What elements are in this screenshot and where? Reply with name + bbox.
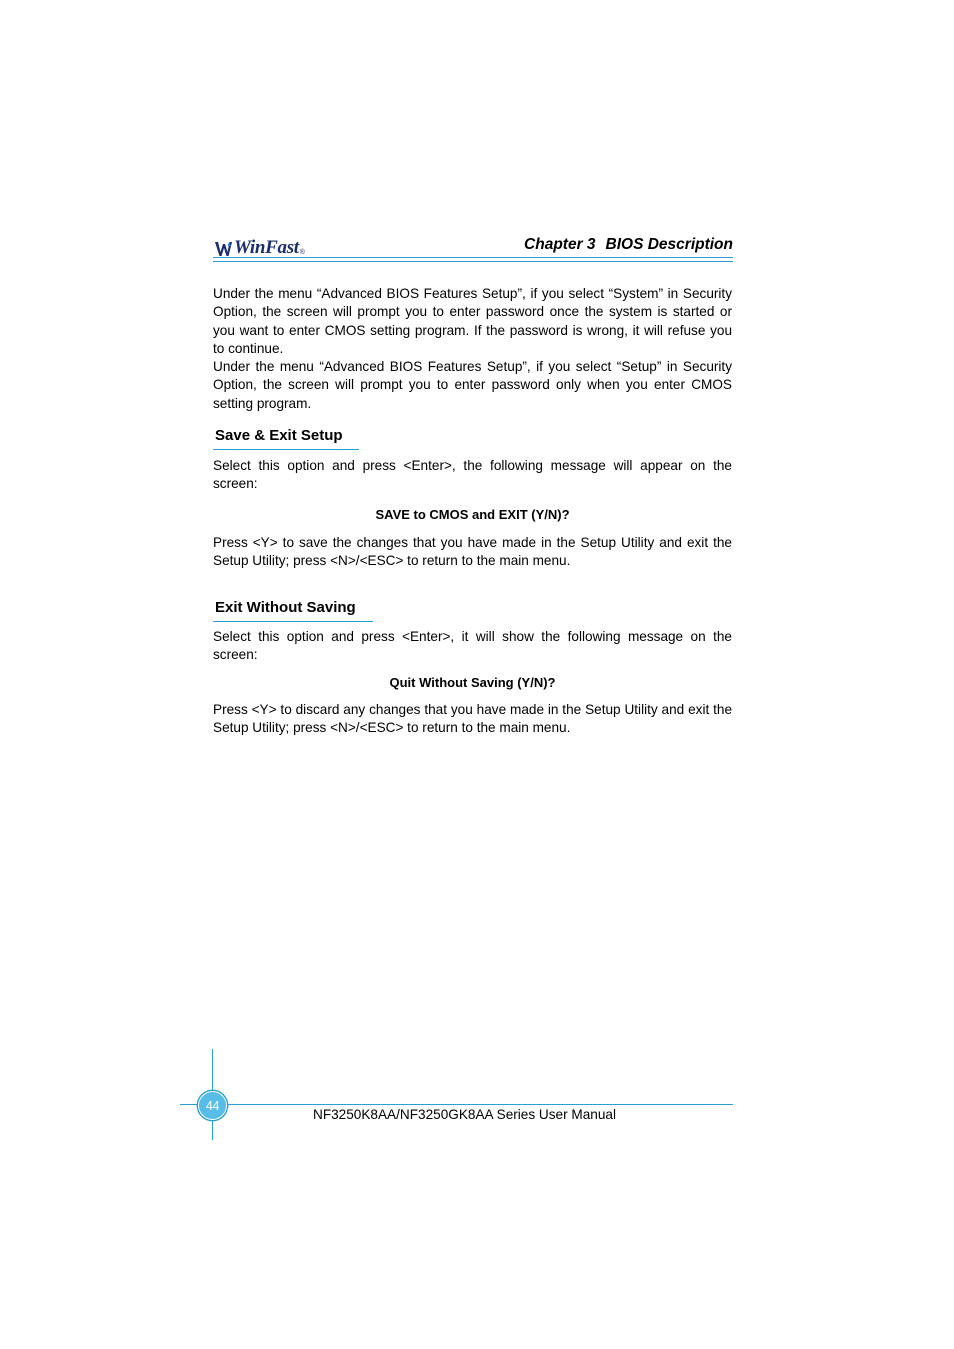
winfast-logo [215, 235, 305, 257]
page-header [213, 232, 733, 264]
save-exit-heading: Save & Exit Setup [215, 427, 343, 444]
header-rule-bottom [213, 261, 733, 262]
chapter-label: Chapter 3 [524, 236, 596, 253]
exit-without-saving-intro: Select this option and press <Enter>, it will show the following message on the screen: [213, 629, 732, 663]
save-exit-heading-rule [213, 449, 359, 450]
header-rule-top [213, 257, 733, 258]
winfast-emblem-icon [215, 241, 232, 257]
page-number-badge [198, 1091, 227, 1120]
chapter-title: BIOS Description [605, 236, 733, 253]
exit-without-saving-message: Quit Without Saving (Y/N)? [389, 675, 556, 690]
intro-paragraph-system: Under the menu “Advanced BIOS Features Setup”, if you select “System” in Security Option, the screen will prompt you to enter password once the system is started or you want to enter CMOS setting program. If the password is wrong, it will refuse you to continue. [213, 286, 732, 357]
save-exit-description: Press <Y> to save the changes that you have made in the Setup Utility and exit the Setup Utility; press <N>/<ESC> to return to the main menu. [213, 535, 732, 569]
exit-without-saving-heading-rule [213, 621, 373, 622]
chapter-heading [524, 236, 733, 254]
save-exit-intro: Select this option and press <Enter>, the following message will appear on the screen: [213, 458, 732, 492]
save-exit-message: SAVE to CMOS and EXIT (Y/N)? [375, 507, 570, 522]
logo-text: WinFast [234, 237, 299, 258]
footer-horizontal-rule [180, 1104, 733, 1105]
intro-paragraph-setup: Under the menu “Advanced BIOS Features Setup”, if you select “Setup” in Security Option, the screen will prompt you to enter password only when you enter CMOS setting program. [213, 359, 732, 411]
manual-title: NF3250K8AA/NF3250GK8AA Series User Manual [313, 1107, 616, 1122]
registered-mark: ® [299, 249, 305, 256]
exit-without-saving-heading: Exit Without Saving [215, 599, 356, 616]
page-number: 44 [205, 1098, 220, 1113]
exit-without-saving-description: Press <Y> to discard any changes that you have made in the Setup Utility and exit the Setup Utility; press <N>/<ESC> to return to the main menu. [213, 702, 732, 736]
